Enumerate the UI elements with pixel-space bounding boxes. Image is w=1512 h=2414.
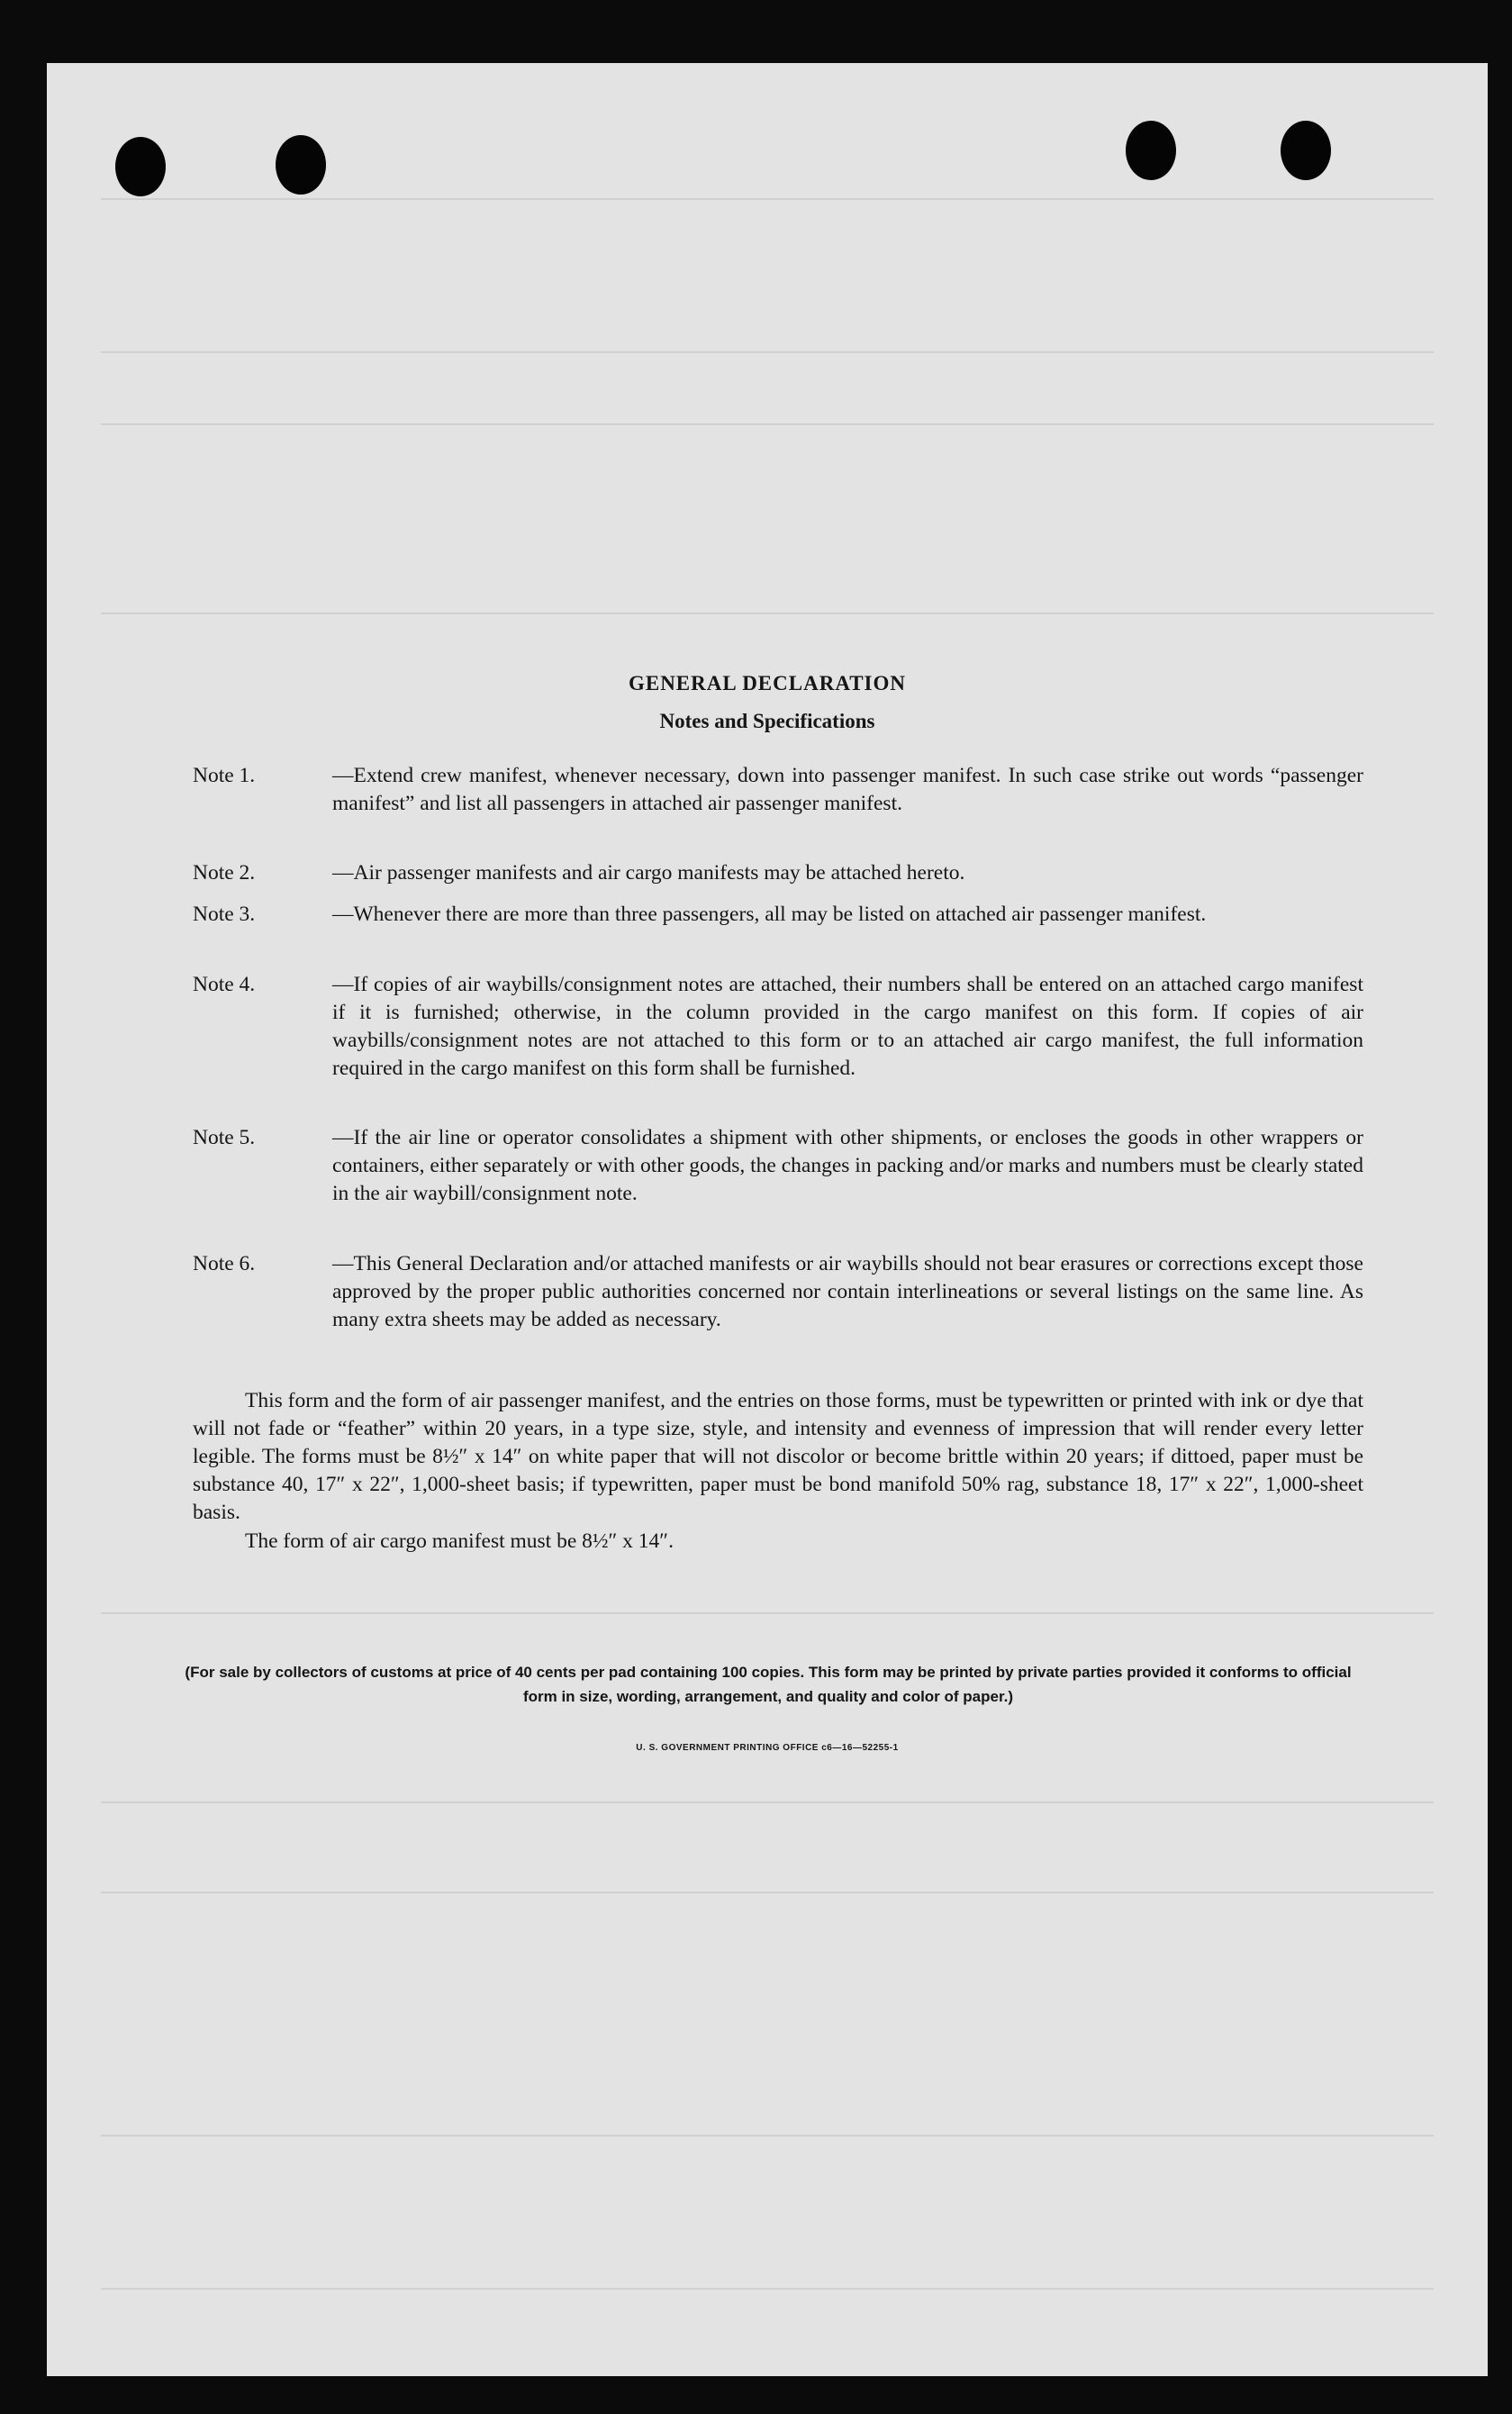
note-text: —This General Declaration and/or attached manifests or air waybills should not bear erasures or corrections except those approved by the proper public authorities concerned nor contain interlineations or several listings on the same line. As many extra sheets may be added as necessary. [332,1252,1363,1331]
note-2 [193,859,1363,887]
note-text: —Whenever there are more than three passengers, all may be listed on attached air passenger manifest. [332,903,1207,926]
page-title: GENERAL DECLARATION [628,672,907,694]
punch-hole-left-2 [276,135,326,195]
note-5 [193,1124,1363,1208]
note-text: —Air passenger manifests and air cargo manifests may be attached hereto. [332,861,965,885]
note-label: Note 1. [193,764,256,787]
punch-hole-left-1 [115,137,166,196]
punch-hole-right-2 [1281,121,1331,180]
note-text: —Extend crew manifest, whenever necessary, down into passenger manifest. In such case strike out words “passenger manifest” and list all passengers in attached air passenger manifest. [332,764,1363,815]
page-subtitle: Notes and Specifications [659,710,875,732]
cargo-manifest-size-line: The form of air cargo manifest must be 8½″ x 14″. [245,1529,674,1553]
note-3 [193,901,1363,929]
note-text: —If the air line or operator consolidates a shipment with other shipments, or encloses the goods in other wrappers or containers, either separately or with other goods, the changes in packing and/or marks and numbers must be clearly stated in the air waybill/consignment note. [332,1126,1363,1205]
document-page [47,63,1488,2376]
note-label: Note 5. [193,1126,256,1149]
note-label: Note 6. [193,1252,256,1275]
specification-paragraph: This form and the form of air passenger manifest, and the entries on those forms, must be typewritten or printed with ink or dye that will not fade or “feather” within 20 years, in a type size, style, and intensity and evenness of impression that will render every letter legible. The forms must be 8½″ x 14″ on white paper that will not discolor or become brittle within 20 years; if dittoed, paper must be substance 40, 17″ x 22″, 1,000-sheet basis; if typewritten, paper must be bond manifold 50% rag, substance 18, 17″ x 22″, 1,000-sheet basis. [193,1389,1363,1524]
note-label: Note 3. [193,903,256,926]
note-label: Note 4. [193,973,256,996]
note-label: Note 2. [193,861,256,885]
note-6 [193,1250,1363,1334]
punch-hole-right-1 [1126,121,1176,180]
note-4 [193,971,1363,1083]
sale-notice: (For sale by collectors of customs at price of 40 cents per pad containing 100 copies. This form may be printed by private parties provided it conforms to official form in size, wording, arrangement, and quality and color of paper.) [185,1664,1352,1705]
note-text: —If copies of air waybills/consignment notes are attached, their numbers shall be entered on an attached cargo manifest if it is furnished; otherwise, in the column provided in the cargo manifest on this form. If copies of air waybills/consignment notes are not attached to this form or to an attached air cargo manifest, the full information required in the cargo manifest on this form shall be furnished. [332,973,1363,1080]
printer-imprint: U. S. GOVERNMENT PRINTING OFFICE c6—16—52255-1 [636,1743,899,1753]
note-1 [193,762,1363,818]
